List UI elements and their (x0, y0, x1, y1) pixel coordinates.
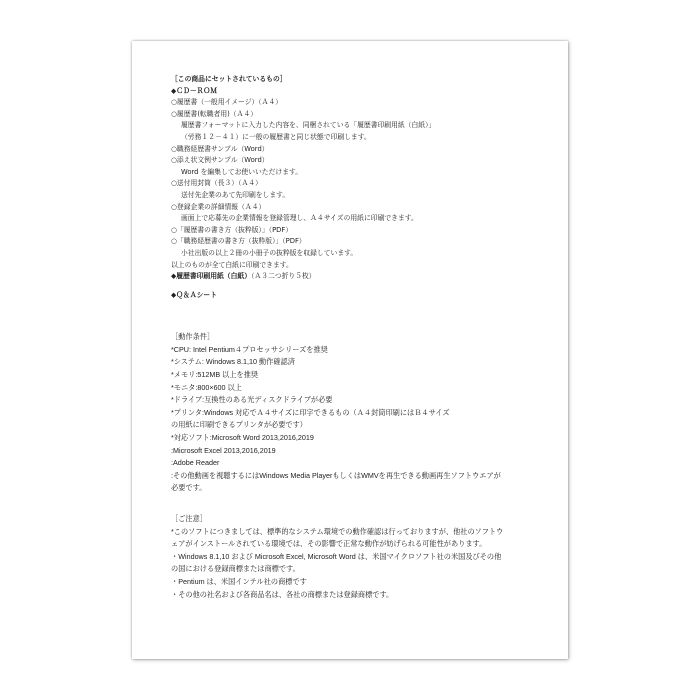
document-page (132, 41, 568, 659)
note-item: ・Pentium は、米国インテル社の商標です (171, 576, 307, 586)
contents-item: 送付先企業のあて先印刷をします。 (181, 190, 290, 199)
print-paper-label: ◆履歴書印刷用紙（白紙） (171, 272, 251, 281)
requirement-item: *モニタ:800×600 以上 (171, 382, 242, 392)
set-contents-header: ［この商品にセットされているもの］ (171, 75, 287, 83)
contents-item: Word を編集してお使いいただけます。 (181, 167, 303, 176)
requirement-item: *システム: Windows 8.1,10 動作確認済 (171, 357, 295, 367)
cd-rom-heading: ◆ＣＤ－ＲＯＭ (171, 86, 218, 95)
note-item: *このソフトにつきましては、標準的なシステム環境での動作確認は行っておりますが、他社のソフトウ (171, 526, 504, 536)
cd-rom-contents-list (171, 97, 558, 271)
requirement-item: *ドライブ:互換性のある光ディスクドライブが必要 (171, 395, 333, 405)
requirement-item: *プリンタ:Windows 対応でＡ４サイズに印字できるもの（Ａ４封筒印刷にはＢ４サイズ (171, 407, 450, 417)
qa-sheet-heading: ◆Ｑ＆Ａシート (171, 290, 218, 299)
requirement-item: *メモリ:512MB 以上を推奨 (171, 370, 259, 380)
note-item: の国における登録商標または商標です。 (171, 564, 300, 574)
notes-header: ［ご注意］ (171, 514, 207, 523)
print-paper-detail: （Ａ３二つ折り５枚） (251, 272, 316, 281)
requirements-list (171, 344, 558, 495)
contents-item: ○履歴書（一般用イメージ）（Ａ４） (171, 98, 283, 107)
contents-item: ○職務経歴書サンプル（Word） (171, 144, 269, 153)
note-item: ・その他の社名および各商品名は、各社の商標または登録商標です。 (171, 589, 394, 599)
requirement-item: *CPU: Intel Pentium４プロセッサシリーズを推奨 (171, 344, 328, 354)
contents-item: ○「職務経歴書の書き方（抜粋版）」（PDF） (171, 237, 306, 246)
requirement-item: :Microsoft Excel 2013,2016,2019 (171, 445, 276, 455)
requirement-item: 必要です。 (171, 483, 207, 493)
contents-item: 以上のものが全て白紙に印刷できます。 (171, 260, 293, 269)
note-item: ・Windows 8.1,10 および Microsoft Excel, Microsoft Word は、米国マイクロソフト社の米国及びその他 (171, 551, 502, 561)
contents-item: ○登録企業の詳細情報（Ａ４） (171, 202, 266, 211)
requirement-item: の用紙に印刷できるプリンタが必要です） (171, 420, 307, 430)
contents-item: ○添え状文例サンプル（Word） (171, 156, 269, 165)
note-item: ェアがインストールされている環境では、その影響で正常な動作が妨げられる可能性があります。 (171, 539, 487, 549)
contents-item: 画面上で応募先の企業情報を登録管理し、Ａ４サイズの用紙に印刷できます。 (181, 214, 418, 223)
contents-item: 小社出版の以上２冊の小冊子の抜粋版を収録しています。 (181, 248, 358, 257)
print-paper-line (171, 271, 558, 283)
requirement-item: :その他動画を視聴するにはWindows Media PlayerもしくはWMVを再生できる動画再生ソフトウエアが (171, 470, 501, 480)
contents-item: （労務１２－４１）に一般の履歴書と同じ状態で印刷します。 (181, 132, 371, 141)
contents-item: ○送付用封筒（長３）（Ａ４） (171, 179, 262, 188)
contents-item: ○履歴書(転職者用)（Ａ４） (171, 109, 257, 118)
requirements-header: ［動作条件］ (171, 332, 215, 342)
notes-list (171, 526, 558, 602)
contents-item: ○「履歴書の書き方（抜粋版）」（PDF） (171, 225, 293, 234)
requirement-item: :Adobe Reader (171, 458, 220, 468)
requirement-item: *対応ソフト:Microsoft Word 2013,2016,2019 (171, 433, 314, 443)
contents-item: 履歴書フォーマットに入力した内容を、同梱されている「履歴書印刷用紙（白紙）」 (181, 121, 436, 130)
